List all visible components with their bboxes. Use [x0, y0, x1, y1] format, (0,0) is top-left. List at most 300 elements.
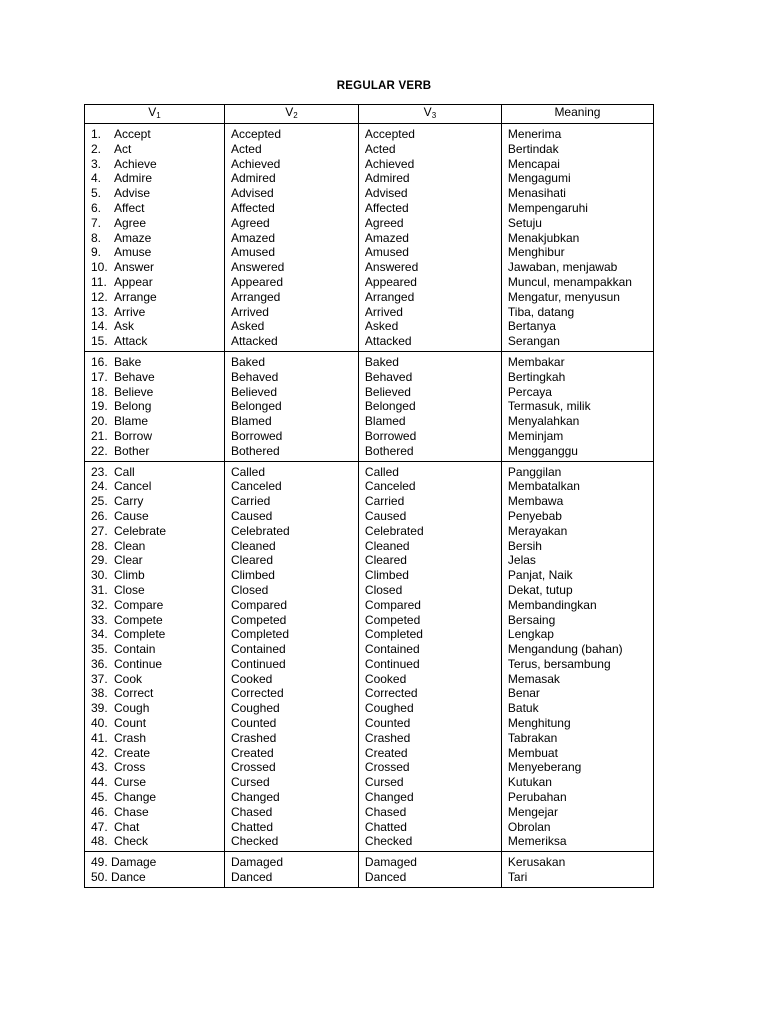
- table-row-v3: [365, 627, 501, 642]
- verb-meaning: Penyebab: [507, 508, 562, 523]
- verb-past-form: Behaved: [230, 369, 279, 384]
- verb-past-form: Amazed: [230, 230, 275, 245]
- table-row-v1: [91, 524, 224, 539]
- table-row-v2: [231, 444, 358, 459]
- verb-past-participle: Baked: [364, 354, 399, 369]
- table-row-v1: [91, 157, 224, 172]
- table-row-v2: [231, 642, 358, 657]
- verb-base-form: Check: [114, 834, 149, 849]
- row-number: 37.: [91, 671, 108, 686]
- cell-v3: [358, 351, 501, 461]
- verb-past-participle: Created: [364, 745, 408, 760]
- verb-past-form: Checked: [230, 834, 279, 849]
- verb-past-participle: Amused: [364, 245, 409, 260]
- header-v1: [85, 105, 225, 124]
- table-row-v3: [365, 539, 501, 554]
- verb-past-form: Corrected: [230, 686, 284, 701]
- verb-past-participle: Called: [364, 464, 399, 479]
- verb-past-participle: Crashed: [364, 730, 411, 745]
- verb-past-participle: Accepted: [364, 127, 415, 141]
- row-number: 23.: [91, 464, 108, 479]
- row-number: 18.: [91, 384, 108, 399]
- table-row-meaning: [508, 171, 653, 186]
- table-row-v3: [365, 642, 501, 657]
- verb-past-participle: Affected: [364, 200, 409, 215]
- table-row-v1: [91, 429, 224, 444]
- verb-base-form: Believe: [114, 384, 154, 399]
- verb-past-form: Blamed: [230, 414, 272, 429]
- verb-base-form: Bake: [114, 354, 142, 369]
- table-row-v2: [231, 171, 358, 186]
- table-row-v3: [365, 275, 501, 290]
- verb-meaning: Kutukan: [507, 775, 552, 790]
- verb-base-form: Clean: [114, 538, 146, 553]
- row-number: 38.: [91, 686, 108, 701]
- verb-past-participle: Blamed: [364, 414, 406, 429]
- verb-past-participle: Coughed: [364, 701, 414, 716]
- verb-meaning: Membandingkan: [507, 597, 597, 612]
- verb-base-form: Count: [114, 716, 147, 731]
- table-row-v1: [91, 260, 224, 275]
- row-number: 24.: [91, 479, 108, 494]
- row-number: 12.: [91, 289, 108, 304]
- verb-meaning: Menerima: [507, 127, 562, 141]
- cell-meaning: [501, 351, 653, 461]
- verb-past-participle: Agreed: [364, 215, 404, 230]
- verb-group-row: [85, 461, 654, 852]
- verb-meaning: Jawaban, menjawab: [507, 260, 618, 275]
- verb-past-form: Created: [230, 745, 274, 760]
- verb-base-form: Cause: [114, 508, 149, 523]
- table-row-v2: [231, 627, 358, 642]
- table-row-v1: [91, 305, 224, 320]
- verb-base-form: Dance: [111, 870, 146, 885]
- table-row-v3: [365, 790, 501, 805]
- verb-past-participle: Bothered: [364, 443, 414, 458]
- table-row-v3: [365, 701, 501, 716]
- table-row-v3: [365, 820, 501, 835]
- verb-base-form: Bother: [114, 443, 150, 458]
- header-label: V: [148, 105, 157, 119]
- table-row-meaning: [508, 855, 653, 870]
- table-row-meaning: [508, 370, 653, 385]
- table-row-meaning: [508, 553, 653, 568]
- verb-meaning: Percaya: [507, 384, 552, 399]
- table-row-meaning: [508, 444, 653, 459]
- table-row-meaning: [508, 414, 653, 429]
- verb-past-participle: Amazed: [364, 230, 409, 245]
- table-row-v3: [365, 509, 501, 524]
- verb-meaning: Lengkap: [507, 627, 554, 642]
- table-row-v3: [365, 186, 501, 201]
- verb-past-form: Affected: [230, 200, 275, 215]
- verb-past-form: Crossed: [230, 760, 276, 775]
- table-row-v2: [231, 245, 358, 260]
- verb-past-participle: Arrived: [364, 304, 403, 319]
- verb-past-participle: Achieved: [364, 156, 415, 171]
- verb-meaning: Benar: [507, 686, 540, 701]
- verb-base-form: Continue: [114, 656, 163, 671]
- table-row-v1: [91, 399, 224, 414]
- row-number: 49.: [91, 855, 108, 870]
- table-row-v3: [365, 805, 501, 820]
- cell-v1: [85, 351, 225, 461]
- table-row-meaning: [508, 290, 653, 305]
- verb-meaning: Kerusakan: [507, 855, 566, 870]
- table-row-v2: [231, 399, 358, 414]
- row-number: 19.: [91, 399, 108, 414]
- verb-past-form: Believed: [230, 384, 277, 399]
- verb-past-form: Belonged: [230, 399, 282, 414]
- verb-base-form: Achieve: [114, 156, 157, 171]
- table-row-v2: [231, 142, 358, 157]
- table-row-meaning: [508, 275, 653, 290]
- row-number: 35.: [91, 642, 108, 657]
- verb-past-participle: Changed: [364, 790, 414, 805]
- verb-past-participle: Cleaned: [364, 538, 410, 553]
- verb-base-form: Cancel: [114, 479, 152, 494]
- table-row-meaning: [508, 760, 653, 775]
- row-number: 13.: [91, 304, 108, 319]
- table-row-v1: [91, 790, 224, 805]
- table-row-v1: [91, 385, 224, 400]
- row-number: 39.: [91, 701, 108, 716]
- table-row-meaning: [508, 672, 653, 687]
- table-row-v1: [91, 657, 224, 672]
- verb-meaning: Membakar: [507, 354, 565, 369]
- verb-past-form: Cleaned: [230, 538, 276, 553]
- table-row-v1: [91, 465, 224, 480]
- verb-group-row: [85, 852, 654, 888]
- table-row-v2: [231, 260, 358, 275]
- table-row-meaning: [508, 216, 653, 231]
- table-row-v2: [231, 157, 358, 172]
- verb-past-participle: Completed: [364, 627, 423, 642]
- verb-past-participle: Believed: [364, 384, 411, 399]
- verb-past-form: Chatted: [230, 819, 273, 834]
- verb-meaning: Memeriksa: [507, 834, 567, 849]
- verb-past-form: Climbed: [230, 568, 275, 583]
- table-row-v2: [231, 870, 358, 885]
- verb-past-form: Danced: [230, 870, 273, 885]
- table-row-meaning: [508, 509, 653, 524]
- table-row-v1: [91, 716, 224, 731]
- table-row-meaning: [508, 465, 653, 480]
- table-row-meaning: [508, 834, 653, 849]
- table-row-v1: [91, 701, 224, 716]
- table-row-meaning: [508, 260, 653, 275]
- verb-base-form: Arrive: [114, 304, 146, 319]
- table-row-meaning: [508, 870, 653, 885]
- table-row-v2: [231, 334, 358, 349]
- verb-base-form: Chat: [114, 819, 140, 834]
- table-row-v3: [365, 870, 501, 885]
- verb-past-participle: Checked: [364, 834, 413, 849]
- cell-v2: [224, 351, 358, 461]
- table-row-v2: [231, 231, 358, 246]
- row-number: 40.: [91, 716, 108, 731]
- table-row-meaning: [508, 385, 653, 400]
- table-row-v1: [91, 553, 224, 568]
- row-number: 36.: [91, 656, 108, 671]
- verb-base-form: Appear: [114, 274, 153, 289]
- table-row-meaning: [508, 524, 653, 539]
- header-v2: [224, 105, 358, 124]
- verb-meaning: Terus, bersambung: [507, 656, 611, 671]
- row-number: 50.: [91, 870, 108, 885]
- header-subscript: 2: [293, 111, 298, 120]
- row-number: 25.: [91, 494, 108, 509]
- verb-base-form: Advise: [114, 186, 151, 201]
- table-row-v2: [231, 524, 358, 539]
- table-row-v1: [91, 775, 224, 790]
- table-row-v1: [91, 834, 224, 849]
- table-row-v2: [231, 613, 358, 628]
- verb-meaning: Tabrakan: [507, 730, 558, 745]
- table-row-v2: [231, 186, 358, 201]
- table-row-v1: [91, 414, 224, 429]
- verb-past-form: Attacked: [230, 334, 278, 349]
- verb-meaning: Termasuk, milik: [507, 399, 591, 414]
- verb-group-row: [85, 124, 654, 352]
- verb-meaning: Menghitung: [507, 716, 571, 731]
- table-row-v3: [365, 834, 501, 849]
- table-row-meaning: [508, 539, 653, 554]
- table-row-v3: [365, 260, 501, 275]
- table-row-v2: [231, 686, 358, 701]
- table-row-v3: [365, 598, 501, 613]
- verb-past-form: Damaged: [230, 855, 283, 870]
- table-row-v1: [91, 494, 224, 509]
- table-row-v2: [231, 598, 358, 613]
- table-row-v1: [91, 231, 224, 246]
- row-number: 5.: [91, 186, 102, 201]
- table-row-v2: [231, 201, 358, 216]
- table-row-meaning: [508, 479, 653, 494]
- cell-v1: [85, 852, 225, 888]
- row-number: 2.: [91, 141, 102, 156]
- table-row-v1: [91, 275, 224, 290]
- row-number: 3.: [91, 156, 102, 171]
- verb-meaning: Bersaing: [507, 612, 556, 627]
- row-number: 16.: [91, 354, 108, 369]
- row-number: 44.: [91, 775, 108, 790]
- row-number: 21.: [91, 428, 108, 443]
- table-row-meaning: [508, 805, 653, 820]
- table-row-v3: [365, 760, 501, 775]
- verb-base-form: Curse: [114, 775, 147, 790]
- verb-past-participle: Cooked: [364, 671, 407, 686]
- verb-base-form: Agree: [114, 215, 147, 230]
- table-row-v2: [231, 465, 358, 480]
- verb-past-form: Cooked: [230, 671, 273, 686]
- verb-past-participle: Celebrated: [364, 523, 424, 538]
- table-row-v3: [365, 775, 501, 790]
- verb-base-form: Contain: [114, 642, 156, 657]
- cell-v3: [358, 852, 501, 888]
- table-row-meaning: [508, 157, 653, 172]
- table-row-v3: [365, 657, 501, 672]
- header-subscript: 1: [156, 111, 161, 120]
- table-row-meaning: [508, 186, 653, 201]
- verb-past-form: Competed: [230, 612, 287, 627]
- regular-verb-table: [84, 104, 654, 888]
- verb-past-participle: Asked: [364, 319, 399, 334]
- row-number: 15.: [91, 334, 108, 349]
- table-row-v3: [365, 334, 501, 349]
- verb-past-form: Completed: [230, 627, 289, 642]
- verb-past-form: Bothered: [230, 443, 280, 458]
- verb-past-form: Caused: [230, 508, 273, 523]
- verb-past-form: Chased: [230, 804, 273, 819]
- verb-past-participle: Answered: [364, 260, 419, 275]
- verb-past-form: Agreed: [230, 215, 270, 230]
- table-row-v1: [91, 598, 224, 613]
- table-row-v2: [231, 275, 358, 290]
- verb-meaning: Dekat, tutup: [507, 582, 573, 597]
- cell-meaning: [501, 124, 653, 352]
- table-row-v2: [231, 355, 358, 370]
- table-row-v1: [91, 201, 224, 216]
- table-row-meaning: [508, 142, 653, 157]
- table-row-meaning: [508, 127, 653, 142]
- verb-base-form: Behave: [114, 369, 155, 384]
- verb-past-participle: Climbed: [364, 568, 409, 583]
- verb-base-form: Affect: [114, 200, 145, 215]
- table-row-v1: [91, 627, 224, 642]
- verb-meaning: Bertindak: [507, 141, 559, 156]
- verb-base-form: Act: [114, 141, 132, 156]
- verb-past-participle: Chased: [364, 804, 407, 819]
- verb-past-participle: Danced: [364, 870, 407, 885]
- verb-meaning: Menghibur: [507, 245, 565, 260]
- row-number: 8.: [91, 230, 102, 245]
- verb-meaning: Jelas: [507, 553, 536, 568]
- verb-past-participle: Admired: [364, 171, 410, 186]
- verb-past-form: Arranged: [230, 289, 281, 304]
- verb-base-form: Chase: [114, 804, 149, 819]
- table-row-v3: [365, 157, 501, 172]
- verb-meaning: Mengandung (bahan): [507, 642, 623, 657]
- table-row-v2: [231, 568, 358, 583]
- header-v3: [358, 105, 501, 124]
- verb-past-form: Coughed: [230, 701, 280, 716]
- table-row-v3: [365, 355, 501, 370]
- verb-meaning: Mempengaruhi: [507, 200, 588, 215]
- table-row-v3: [365, 465, 501, 480]
- table-row-v2: [231, 370, 358, 385]
- table-row-v1: [91, 672, 224, 687]
- verb-past-participle: Caused: [364, 508, 407, 523]
- header-subscript: 3: [431, 111, 437, 120]
- table-row-meaning: [508, 568, 653, 583]
- verb-past-form: Arrived: [230, 304, 269, 319]
- verb-past-form: Amused: [230, 245, 275, 260]
- table-row-v1: [91, 805, 224, 820]
- table-row-meaning: [508, 231, 653, 246]
- table-row-meaning: [508, 657, 653, 672]
- verb-meaning: Menakjubkan: [507, 230, 580, 245]
- verb-base-form: Complete: [114, 627, 166, 642]
- table-row-v3: [365, 479, 501, 494]
- verb-past-participle: Compared: [364, 597, 421, 612]
- verb-meaning: Batuk: [507, 701, 539, 716]
- verb-past-form: Counted: [230, 716, 277, 731]
- verb-meaning: Menyalahkan: [507, 414, 580, 429]
- table-row-v3: [365, 290, 501, 305]
- verb-base-form: Ask: [114, 319, 135, 334]
- table-row-v3: [365, 201, 501, 216]
- table-row-v2: [231, 716, 358, 731]
- verb-past-participle: Behaved: [364, 369, 413, 384]
- verb-base-form: Attack: [114, 334, 148, 349]
- verb-past-participle: Continued: [364, 656, 420, 671]
- table-row-v3: [365, 444, 501, 459]
- table-row-meaning: [508, 820, 653, 835]
- verb-meaning: Bertanya: [507, 319, 556, 334]
- verb-base-form: Climb: [114, 568, 145, 583]
- table-row-meaning: [508, 746, 653, 761]
- table-row-v2: [231, 494, 358, 509]
- verb-past-participle: Closed: [364, 582, 403, 597]
- table-row-v3: [365, 385, 501, 400]
- cell-v3: [358, 461, 501, 852]
- verb-past-form: Closed: [230, 582, 269, 597]
- table-row-v2: [231, 657, 358, 672]
- verb-past-participle: Crossed: [364, 760, 410, 775]
- table-row-v3: [365, 568, 501, 583]
- row-number: 1.: [91, 127, 102, 141]
- table-row-meaning: [508, 583, 653, 598]
- verb-base-form: Borrow: [114, 428, 153, 443]
- table-row-meaning: [508, 429, 653, 444]
- row-number: 47.: [91, 819, 108, 834]
- table-row-meaning: [508, 701, 653, 716]
- row-number: 11.: [91, 274, 107, 289]
- verb-base-form: Amuse: [114, 245, 152, 260]
- verb-base-form: Change: [114, 790, 157, 805]
- row-number: 26.: [91, 508, 108, 523]
- row-number: 20.: [91, 414, 108, 429]
- table-row-v3: [365, 553, 501, 568]
- table-row-v2: [231, 760, 358, 775]
- verb-past-participle: Carried: [364, 494, 405, 509]
- verb-base-form: Compare: [114, 597, 164, 612]
- verb-meaning: Memasak: [507, 671, 560, 686]
- verb-meaning: Panjat, Naik: [507, 568, 573, 583]
- verb-meaning: Membatalkan: [507, 479, 580, 494]
- table-row-v1: [91, 760, 224, 775]
- verb-base-form: Celebrate: [114, 523, 167, 538]
- table-row-v1: [91, 731, 224, 746]
- table-row-v3: [365, 142, 501, 157]
- row-number: 10.: [91, 260, 108, 275]
- verb-base-form: Answer: [114, 260, 155, 275]
- table-row-meaning: [508, 642, 653, 657]
- verb-past-form: Carried: [230, 494, 271, 509]
- verb-past-form: Acted: [230, 141, 262, 156]
- verb-meaning: Mengagumi: [507, 171, 571, 186]
- verb-past-form: Contained: [230, 642, 286, 657]
- table-row-v3: [365, 855, 501, 870]
- verb-meaning: Obrolan: [507, 819, 551, 834]
- table-row-v1: [91, 319, 224, 334]
- verb-meaning: Mengatur, menyusun: [507, 289, 620, 304]
- row-number: 45.: [91, 790, 108, 805]
- table-row-v1: [91, 355, 224, 370]
- table-row-v2: [231, 746, 358, 761]
- verb-base-form: Cross: [114, 760, 146, 775]
